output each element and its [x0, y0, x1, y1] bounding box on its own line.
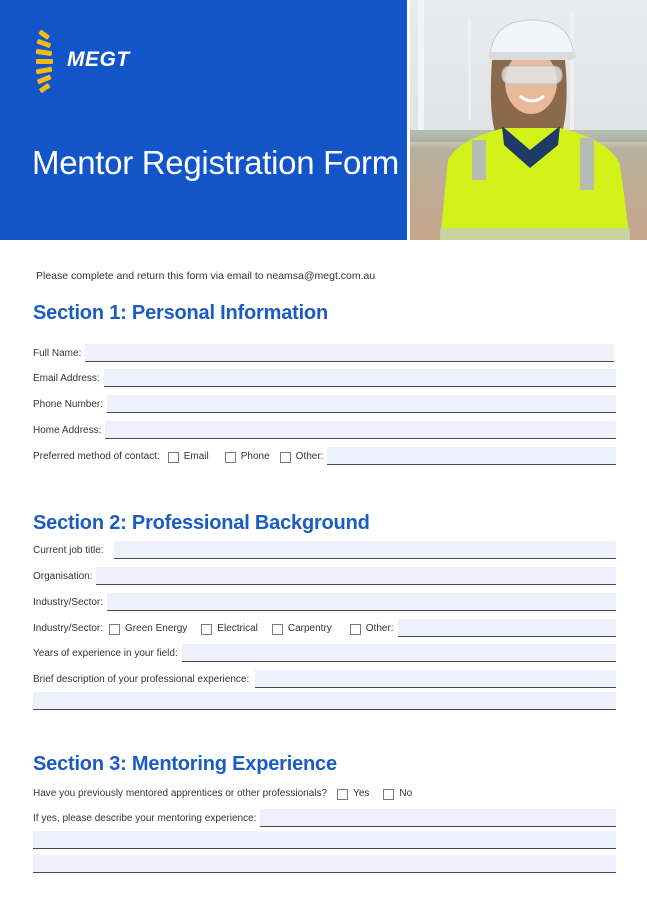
megt-logo	[33, 30, 143, 96]
full-name-label: Full Name:	[33, 348, 82, 359]
checkbox-icon[interactable]	[337, 789, 348, 800]
mentoring-describe-input-line1[interactable]	[260, 809, 616, 827]
contact-method-label: Preferred method of contact:	[33, 451, 160, 462]
organisation-label: Organisation:	[33, 571, 93, 582]
full-name-input[interactable]	[85, 344, 614, 362]
organisation-row	[33, 565, 616, 585]
checkbox-icon[interactable]	[280, 452, 291, 463]
years-row	[33, 642, 616, 662]
section3-title: Section 3: Mentoring Experience	[33, 753, 337, 775]
job-title-row	[33, 539, 616, 559]
mentoring-describe-row	[33, 807, 616, 827]
contact-email-checkbox[interactable]: Email	[168, 451, 225, 465]
full-name-row	[33, 342, 616, 362]
mentored-no-checkbox[interactable]: No	[383, 788, 426, 802]
checkbox-icon[interactable]	[109, 624, 120, 635]
mentored-question-row	[33, 782, 616, 802]
address-input[interactable]	[105, 421, 616, 439]
description-input-line2[interactable]	[33, 692, 616, 710]
industry-other-input[interactable]	[398, 619, 616, 637]
years-input[interactable]	[182, 644, 616, 662]
industry-options-label: Industry/Sector:	[33, 623, 104, 634]
job-title-label: Current job title:	[33, 545, 104, 556]
contact-phone-checkbox[interactable]: Phone	[225, 451, 280, 465]
phone-input[interactable]	[107, 395, 616, 413]
mentoring-describe-input-line2[interactable]	[33, 831, 616, 849]
industry-electrical-checkbox[interactable]: Electrical	[201, 623, 272, 637]
mentored-question-label: Have you previously mentored apprentices or other professionals?	[33, 788, 328, 799]
worker-photo-illustration	[410, 0, 647, 240]
brand-name: MEGT	[67, 48, 130, 71]
section2-title: Section 2: Professional Background	[33, 512, 370, 534]
industry-green-energy-checkbox[interactable]: Green Energy	[109, 623, 201, 637]
contact-other-input[interactable]	[327, 447, 616, 465]
checkbox-icon[interactable]	[383, 789, 394, 800]
checkbox-icon[interactable]	[350, 624, 361, 635]
mentoring-describe-input-line3[interactable]	[33, 855, 616, 873]
description-label: Brief description of your professional experience:	[33, 674, 250, 685]
years-label: Years of experience in your field:	[33, 648, 178, 659]
description-row	[33, 668, 616, 688]
phone-row	[33, 393, 616, 413]
industry-other-checkbox[interactable]: Other:	[350, 623, 398, 637]
industry-options-row	[33, 617, 616, 637]
sunburst-logo-icon	[33, 30, 67, 96]
mentored-yes-checkbox[interactable]: Yes	[337, 788, 383, 802]
email-input[interactable]	[104, 369, 616, 387]
description-input-line1[interactable]	[255, 670, 616, 688]
job-title-input[interactable]	[114, 541, 616, 559]
checkbox-icon[interactable]	[201, 624, 212, 635]
mentoring-describe-label: If yes, please describe your mentoring experience:	[33, 813, 257, 824]
checkbox-icon[interactable]	[225, 452, 236, 463]
contact-other-checkbox[interactable]: Other:	[280, 451, 328, 465]
email-label: Email Address:	[33, 373, 100, 384]
address-row	[33, 419, 616, 439]
section1-title: Section 1: Personal Information	[33, 302, 328, 324]
industry-carpentry-checkbox[interactable]: Carpentry	[272, 623, 350, 637]
phone-label: Phone Number:	[33, 399, 104, 410]
email-row	[33, 367, 616, 387]
header-banner	[0, 0, 647, 240]
intro-text: Please complete and return this form via email to neamsa@megt.com.au	[36, 270, 376, 282]
header-blue-panel	[0, 0, 407, 240]
industry-input[interactable]	[107, 593, 616, 611]
checkbox-icon[interactable]	[168, 452, 179, 463]
organisation-input[interactable]	[96, 567, 616, 585]
contact-method-row	[33, 445, 616, 465]
address-label: Home Address:	[33, 425, 102, 436]
header-photo	[410, 0, 647, 240]
page-title: Mentor Registration Form	[32, 144, 399, 181]
industry-row	[33, 591, 616, 611]
checkbox-icon[interactable]	[272, 624, 283, 635]
industry-label: Industry/Sector:	[33, 597, 104, 608]
